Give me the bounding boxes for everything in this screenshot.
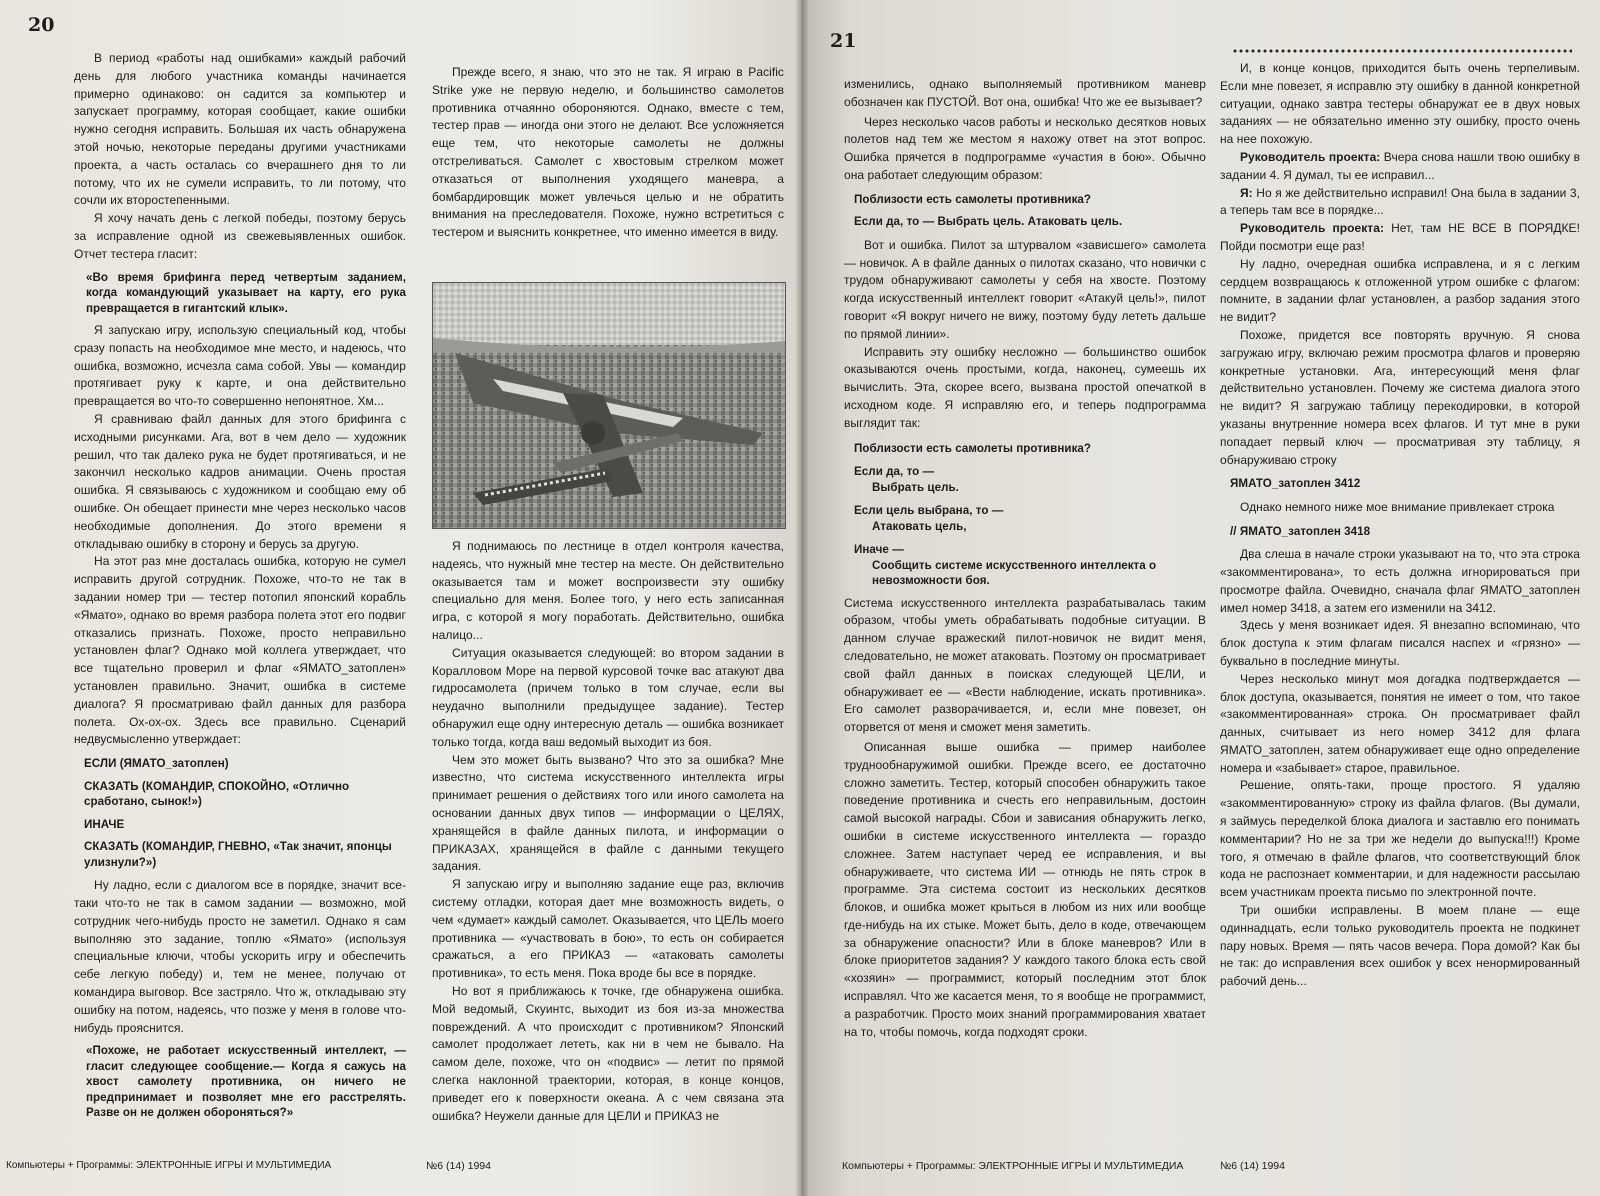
code-line: Атаковать цель,	[872, 519, 967, 533]
game-screenshot-photo	[432, 282, 786, 529]
paragraph: изменились, однако выполняемый противником маневр обозначен как ПУСТОЙ. Вот она, ошибка! Что же ее вызывает?	[844, 77, 1206, 109]
code-line: Сообщить системе искусственного интеллекта о невозможности боя.	[872, 558, 1157, 588]
dialogue-line	[1220, 220, 1580, 256]
quoted-report: «Во время брифинга перед четвертым заданием, когда командующий указывает на карту, его рука превращается в гигантский клык».	[86, 270, 406, 315]
decorative-dotted-rule	[1232, 48, 1572, 54]
paragraph: На этот раз мне досталась ошибка, которую не сумел исправить другой сотрудник. Похоже, что-то не так в задании номер три — тестер потопил японский корабль «Ямато», однако во время разбора полета этот его подвиг отказались признать. Похоже, просто неправильно установлен флаг? Однако мой коллега утверждает, что все тщательно проверил и флаг «ЯМАТО_затоплен» установлен правильно. Значит, ошибка в системе диалога? Я просматриваю файл данных для разбора полета. Ох-ох-ох. Здесь все правильно. Сценарий недвусмысленно утверждает:	[74, 554, 406, 747]
footer-magazine-title: Компьютеры + Программы: ЭЛЕКТРОННЫЕ ИГРЫ И МУЛЬТИМЕДИА	[6, 1160, 332, 1171]
text-column	[432, 538, 784, 1125]
paragraph: Через несколько часов работы и несколько десятков новых полетов над тем же местом я нахожу ответ на этот вопрос. Ошибка прячется в подпрограмме «участия в бою». Обычно она работает следующим образом:	[844, 114, 1206, 182]
footer-issue: №6 (14) 1994	[1220, 1160, 1285, 1172]
code-line: Иначе —	[854, 543, 904, 557]
paragraph: В период «работы над ошибками» каждый рабочий день для любого участника команды начинается примерно одинаково: он садится за компьютер и запускает программу, которая сообщает, какие ошибки нужно сегодня исправить. Большая их часть обнаружена этой ночью, некоторые переданы другими участниками проекта, а часть осталась со вчерашнего дня то ли потому, что их не сумели исправить, то ли потому, что сочли их второстепенными.	[74, 51, 406, 208]
paragraph: Я поднимаюсь по лестнице в отдел контроля качества, надеясь, что нужный мне тестер на месте. Он действительно оказывается там и может воспроизвести эту ошибку специально для меня. Более того, у него есть записанная игра, с которой я могу поработать. Действительно, ошибка налицо...	[432, 539, 784, 642]
paragraph: Однако немного ниже мое внимание привлекает строка	[1240, 499, 1555, 514]
code-line: ИНАЧЕ	[84, 817, 125, 831]
page-number: 21	[830, 30, 857, 52]
paragraph: Три ошибки исправлены. В моем плане — еще одиннадцать, если только руководитель проекта не подкинет пару новых. Время — пять часов вечера. Пора домой? Как бы не так: до исправления всех ошибок у всех ненормированный рабочий день...	[1220, 903, 1580, 989]
text-column	[74, 50, 406, 1127]
paragraph: Я хочу начать день с легкой победы, поэтому берусь за исправление одной из свежевыявленных ошибок. Отчет тестера гласит:	[74, 211, 406, 261]
paragraph: Я сравниваю файл данных для этого брифинга с исходными рисунками. Ага, вот в чем дело — художник решил, что так далеко рука не будет протягиваться, и не закончил несколько кадров анимации. Очень простая ошибка. Я связываюсь с художником и сообщаю ему об ошибке. Он обещает принести мне через несколько часов необходимые дополнения. До этого времени я откладываю ошибку в сторону и берусь за другую.	[74, 412, 406, 551]
dialogue-line	[1220, 149, 1580, 185]
code-line: Поблизости есть самолеты противника?	[854, 441, 1092, 455]
paragraph: Я запускаю игру, использую специальный код, чтобы сразу попасть на необходимое мне место, и надеюсь, что ошибка, возможно, исчезла сама собой. Увы — командир протягивает руку к карте, и она действительно превращается во что-то совершенно непонятное. Хм...	[74, 323, 406, 409]
quoted-report: «Похоже, не работает искусственный интеллект, — гласит следующее сообщение.— Когда я сажусь на хвост самолету противника, он ничего не предпринимает и позволяет мне его расстрелять. Разве он не должен обороняться?»	[86, 1044, 406, 1120]
paragraph: Похоже, придется все повторять вручную. Я снова загружаю игру, включаю режим просмотра флагов и проверяю конкретные установки. Ага, интересующий меня флаг действительно установлен. Почему же система диалога этого не видит? Я загружаю таблицу перекодировки, в которой указаны внутренние номера всех флагов. И тут мне в руки попадает первый ключ — просматривая эту таблицу, я обнаруживаю строку	[1220, 327, 1580, 467]
paragraph: Ну ладно, очередная ошибка исправлена, и я с легким сердцем возвращаюсь к отложенной утром ошибке с флагом: помните, в задании флаг установлен, а разбор задания этого не видит?	[1220, 256, 1580, 325]
code-line: // ЯМАТО_затоплен 3418	[1230, 524, 1371, 538]
text-column	[1220, 60, 1580, 991]
paragraph: И, в конце концов, приходится быть очень терпеливым. Если мне повезет, я исправлю эту ошибку в данной конкретной ситуации, однако завтра тестеры обнаружат ее в двух новых заданиях — не обязательно именно эту ошибку, просто очень на нее похожую.	[1220, 61, 1580, 147]
paragraph: Система искусственного интеллекта разрабатывалась таким образом, чтобы уметь обрабатывать подобные ситуации. В данном случае вражеский пилот-новичок не видит меня, следовательно, не может атаковать. Поэтому он просматривает свой файл данных в поисках следующей ЦЕЛИ, и обнаруживает ее — «Вести наблюдение, искать противника». Его самолет разворачивается, и, если мне повезет, он оторвется от меня и сможет меня заметить.	[844, 595, 1206, 735]
code-line: Если да, то — Выбрать цель. Атаковать цель.	[854, 215, 1123, 229]
paragraph: Вот и ошибка. Пилот за штурвалом «зависшего» самолета — новичок. А в файле данных о пилотах сказано, что новички с трудом обнаруживают самолеты у себя на хвосте. Поэтому когда искусственный интеллект говорит «Атакуй цель!», пилот говорит «Я вокруг ничего не вижу, поэтому буду лететь дальше по прямой линии».	[844, 237, 1206, 341]
book-spine-shadow	[795, 0, 809, 1196]
footer-issue: №6 (14) 1994	[426, 1160, 491, 1172]
text-column	[844, 70, 1206, 1041]
paragraph: Чем это может быть вызвано? Что это за ошибка? Мне известно, что система искусственного интеллекта игры принимает решения о действиях того или иного самолета на основании данных двух типов — информации о ЦЕЛЯХ, хранящейся в файле данных пилота, и информации о ПРИКАЗАХ, хранящейся в файле с данными текущего задания.	[432, 752, 784, 874]
paragraph: Я запускаю игру и выполняю задание еще раз, включив систему отладки, которая дает мне возможность видеть, о чем «думает» каждый самолет. Оказывается, что ЦЕЛЬ моего противника — «участвовать в бою», то есть он собирается сражаться, а его ПРИКАЗ — «атаковать самолеты противника», то есть меня. Пока вроде бы все в порядке.	[432, 877, 784, 981]
paragraph: Два слеша в начале строки указывают на то, что эта строка «закомментирована», то есть должна игнорироваться при просмотре файла. Очевидно, сначала флаг ЯМАТО_затоплен имел номер 3418, а затем его изменили на 3412.	[1220, 547, 1580, 615]
paragraph: Исправить эту ошибку несложно — большинство ошибок оказываются очень простыми, когда, наконец, сумеешь их вычислить. Эта, скорее всего, вызвана простой опечаткой в исходном коде. Я исправляю его, и теперь подпрограмма выглядит так:	[844, 344, 1206, 430]
code-line: ЯМАТО_затоплен 3412	[1230, 477, 1361, 491]
paragraph: Через несколько минут моя догадка подтверждается — блок доступа, оказывается, понятия не имеет о том, что такое «закомментированная» строка. Он просматривает файл данных, считывает из него номер 3412 для флага ЯМАТО_затоплен, затем обнаруживает еще одно определение номера и «забывает» старое, правильное.	[1220, 671, 1580, 775]
code-line: СКАЗАТЬ (КОМАНДИР, СПОКОЙНО, «Отлично сработано, сынок!»)	[84, 779, 350, 809]
text-column	[432, 64, 784, 242]
dialogue-text: Вчера снова нашли твою ошибку в задании 4. Я думал, ты ее исправил...	[1220, 149, 1580, 182]
paragraph: Решение, опять-таки, проще простого. Я удаляю «закомментированную» строку из файла флагов. (Вы думали, я займусь переделкой блока диалога и заставлю его понимать комментарии? Но не за три же недели до выпуска!!!) Кроме того, я отмечаю в файле флагов, что соответствующий блок кода не распознает комментарии, и для надежности рассылаю всем участникам проекта письмо по электронной почте.	[1220, 778, 1580, 900]
paragraph: Прежде всего, я знаю, что это не так. Я играю в Pacific Strike уже не первую неделю, и большинство самолетов противника отчаянно обороняются. Однако, вместе с тем, тестер прав — иногда они этого не делают. Все усложняется еще тем, что некоторые самолеты не должны отстреливаться. Самолет с хвостовым стрелком может отказаться от выполнения уходящего маневра, а бомбардировщик может увлечься целью и не обратить внимания на преследователя. Похоже, нужно встретиться с тестером и выяснить конкретнее, что именно имеется в виду.	[432, 65, 784, 240]
speaker-label: Я:	[1240, 185, 1253, 200]
code-line: СКАЗАТЬ (КОМАНДИР, ГНЕВНО, «Так значит, японцы улизнули?»)	[84, 840, 392, 869]
paragraph: Ситуация оказывается следующей: во втором задании в Коралловом Море на первой курсовой точке вас атакуют два гидросамолета (причем только в том случае, если вы неудачно выполнили предыдущее задание). Тестер обнаружил еще одну интересную деталь — ошибка возникает только тогда, когда ваш ведомый выходит из боя.	[432, 645, 784, 749]
speaker-label: Руководитель проекта:	[1240, 149, 1381, 164]
code-line: Поблизости есть самолеты противника?	[854, 192, 1092, 206]
dialogue-line	[1220, 185, 1580, 221]
code-line: ЕСЛИ (ЯМАТО_затоплен)	[84, 757, 229, 771]
dialogue-text: Нет, там НЕ ВСЕ В ПОРЯДКЕ! Пойди посмотри еще раз!	[1220, 221, 1580, 253]
footer-magazine-title: Компьютеры + Программы: ЭЛЕКТРОННЫЕ ИГРЫ И МУЛЬТИМЕДИА	[842, 1160, 1184, 1172]
paragraph: Здесь у меня возникает идея. Я внезапно вспоминаю, что блок доступа к этим флагам писался наспех и «грязно» — буквально в последние минуты.	[1220, 618, 1580, 668]
right-page	[802, 0, 1600, 1196]
speaker-label: Руководитель проекта:	[1240, 221, 1384, 236]
paragraph: Ну ладно, если с диалогом все в порядке, значит все-таки что-то не так в самом задании — возможно, мой сотрудник чего-нибудь просто не заметил. Однако я сам выполняю это задание, топлю «Ямато» (используя специальные ключи, чтобы ускорить игру и обеспечить себе легкую победу) и, тем не менее, получаю от командира выговор. Все застряло. Что ж, откладываю эту ошибку на потом, надеясь, что позже у меня в голове что-нибудь прояснится.	[74, 878, 406, 1035]
code-line: Выбрать цель.	[872, 480, 959, 494]
dialogue-text: Но я же действительно исправил! Она была в задании 3, а теперь там все в порядке...	[1220, 185, 1580, 218]
code-line: Если да, то —	[854, 465, 935, 479]
page-number: 20	[28, 14, 55, 36]
paragraph: Но вот я приближаюсь к точке, где обнаружена ошибка. Мой ведомый, Скуинтс, выходит из боя из-за множества повреждений. А что происходит с противником? Японский самолет продолжает лететь, как ни в чем не бывало. На самом деле, похоже, что он «подвис» — летит по прямой слегка наклонной траектории, которая, в конце концов, приведет его к поверхности океана. А с чем связана эта ошибка? Неужели данные для ЦЕЛИ и ПРИКАЗ не	[432, 983, 784, 1123]
paragraph: Описанная выше ошибка — пример наиболее труднообнаружимой ошибки. Прежде всего, ее достаточно сложно заметить. Тестер, который способен обнаружить такое поведение противника и счесть его неправильным, достоин самой высокой награды. Сбои и зависания обнаружить легко, ошибки в системе искусственного интеллекта — гораздо сложнее. Затем наступает черед ее исправления, и вы обнаруживаете, что система ИИ — отнюдь не пять строк в программе. Эта система состоит из нескольких десятков блоков, и ошибка может крыться в любом из них или вообще где-нибудь на их стыке. Может быть, дело в коде, отвечающем за обнаружение опасности? Или в блоке маневров? Или в блоке приоритетов задания? У каждого такого блока есть свой «хозяин» — программист, который последним этот блок исправлял. Что же касается меня, то я вообще не программист, а разработчик. Просто моих знаний программирования хватает на то, чтобы помочь, когда подходят сроки.	[844, 739, 1206, 1039]
code-line: Если цель выбрана, то —	[854, 504, 1004, 518]
